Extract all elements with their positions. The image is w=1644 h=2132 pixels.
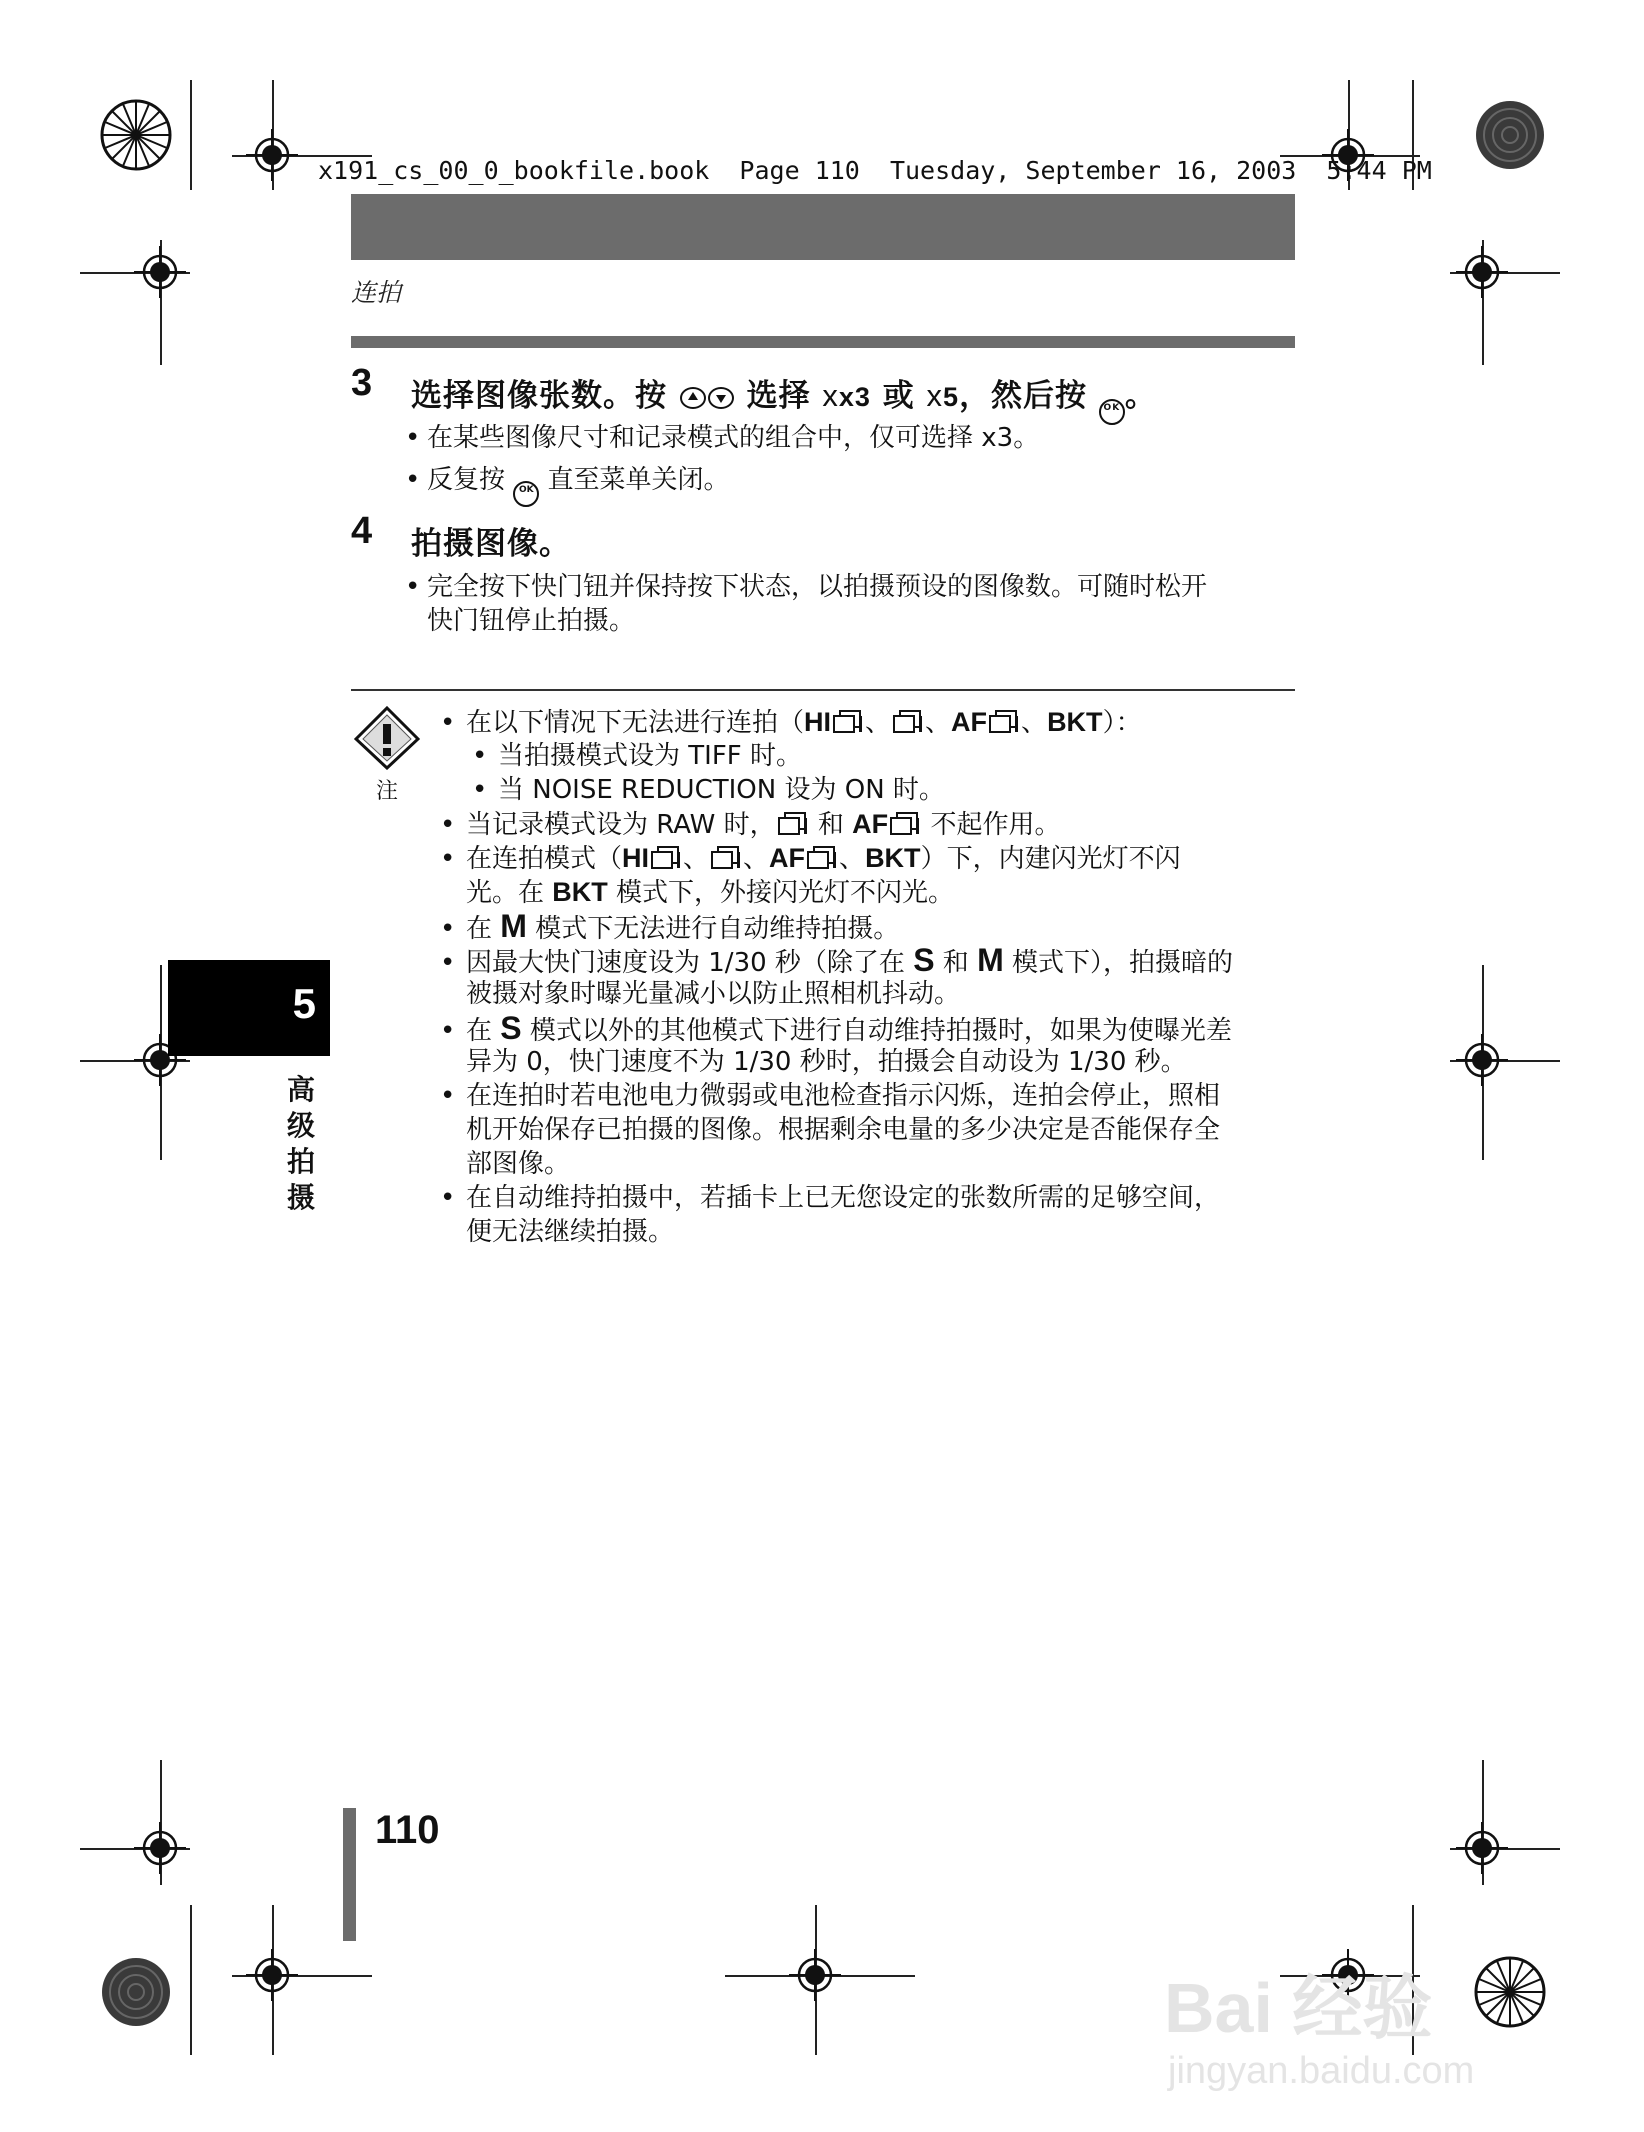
note-line-10: • 在 S 模式以外的其他模式下进行自动维持拍摄时，如果为使曝光差 — [440, 1010, 1232, 1046]
step-3-bullet-1: • 在某些图像尺寸和记录模式的组合中，仅可选择 x3。 — [405, 423, 1040, 453]
sequential-shooting-icon — [651, 846, 681, 870]
page-number: 110 — [375, 1808, 440, 1852]
note-line-12: • 在连拍时若电池电力微弱或电池检查指示闪烁，连拍会停止，照相 — [440, 1081, 1221, 1111]
print-header: x191_cs_00_0_bookfile.book Page 110 Tuesday, September 16, 2003 5:44 PM — [318, 156, 1432, 185]
step-3-number: 3 — [351, 362, 373, 404]
sequential-shooting-icon — [893, 710, 923, 734]
note-line-1: • 在以下情况下无法进行连拍（HI 、 、AF 、BKT）： — [440, 707, 1142, 738]
page-number-bar — [343, 1808, 356, 1941]
note-line-13: 机开始保存已拍摄的图像。根据剩余电量的多少决定是否能保存全 — [466, 1115, 1221, 1145]
chapter-number: 5 — [292, 980, 316, 1027]
sequential-shooting-icon — [989, 710, 1019, 734]
sequential-shooting-icon — [890, 812, 920, 836]
step-4-title: 拍摄图像。 — [411, 526, 571, 562]
note-line-2: • 当拍摄模式设为 TIFF 时。 — [472, 741, 802, 771]
note-line-15: • 在自动维持拍摄中，若插卡上已无您设定的张数所需的足够空间， — [440, 1183, 1221, 1213]
note-line-5: • 在连拍模式（HI 、 、AF 、BKT）下，内建闪光灯不闪 — [440, 843, 1181, 874]
step-4-number: 4 — [351, 510, 373, 552]
note-rule — [351, 689, 1295, 691]
note-line-14: 部图像。 — [466, 1149, 571, 1179]
step-4-bullet-1: • 完全按下快门钮并保持按下状态，以拍摄预设的图像数。可随时松开 快门钮停止拍摄。 — [405, 572, 1208, 636]
note-line-4: • 当记录模式设为 RAW 时， 和 AF 不起作用。 — [440, 809, 1061, 840]
sequential-shooting-icon — [778, 812, 808, 836]
header-bar — [351, 194, 1295, 260]
up-arrow-button-icon — [680, 387, 706, 409]
note-line-6: 光。在 BKT 模式下，外接闪光灯不闪光。 — [466, 877, 955, 908]
note-line-16: 便无法继续拍摄。 — [466, 1217, 675, 1247]
watermark-url: jingyan.baidu.com — [1168, 2050, 1475, 2092]
step-3-title: 选择图像张数。按 选择 xx3 或 x5，然后按 OK 。 — [411, 370, 1157, 425]
note-line-11: 异为 0，快门速度不为 1/30 秒时，拍摄会自动设为 1/30 秒。 — [466, 1047, 1187, 1077]
down-arrow-button-icon — [708, 387, 734, 409]
sequential-shooting-icon — [833, 710, 863, 734]
note-line-7: • 在 M 模式下无法进行自动维持拍摄。 — [440, 908, 900, 944]
header-rule — [351, 336, 1295, 348]
watermark-logo: Bai 经验 — [1164, 1969, 1433, 2047]
sequential-shooting-icon — [807, 846, 837, 870]
note-line-9: 被摄对象时曝光量减小以防止照相机抖动。 — [466, 979, 961, 1009]
ok-button-icon: OK — [1099, 399, 1125, 425]
note-line-3: • 当 NOISE REDUCTION 设为 ON 时。 — [472, 775, 945, 805]
chapter-name: 高级拍摄 — [286, 1073, 315, 1214]
running-head: 连拍 — [351, 278, 402, 307]
sequential-shooting-icon — [711, 846, 741, 870]
step-3-bullet-2: • 反复按 OK 直至菜单关闭。 — [405, 463, 730, 507]
note-label: 注 — [376, 779, 399, 804]
caution-icon — [354, 706, 420, 770]
ok-button-icon: OK — [513, 481, 539, 507]
note-line-8: • 因最大快门速度设为 1/30 秒（除了在 S 和 M 模式下），拍摄暗的 — [440, 942, 1234, 978]
